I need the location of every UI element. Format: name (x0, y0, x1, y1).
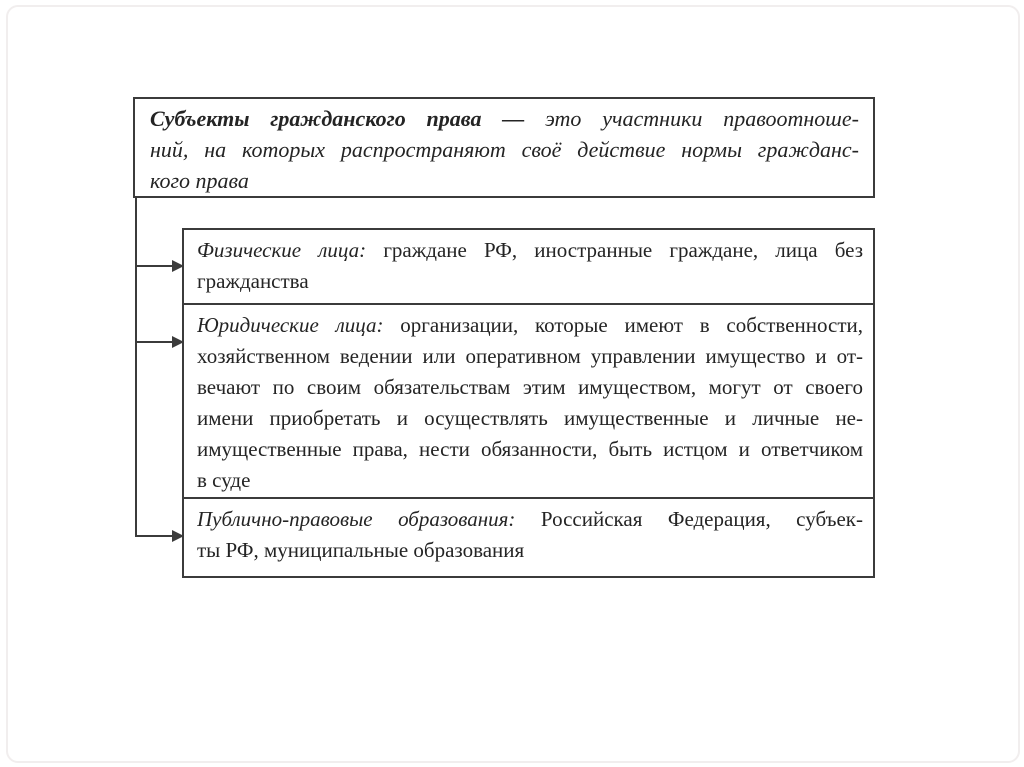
connector-vertical-line (135, 198, 137, 537)
connector-arrow-legal-entities (135, 341, 172, 343)
connector-arrow-public-entities (135, 535, 172, 537)
text-line: ты РФ, муниципальные образования (197, 538, 525, 562)
text-line: гражданства (197, 269, 309, 293)
text-line: вечают по своим обязательствам этим имуществом, могут от своего (197, 375, 863, 399)
text-line: хозяйственном ведении или оперативном управлении имущество и от- (197, 344, 863, 368)
text-line: в суде (197, 468, 251, 492)
text-line: Юридические лица: организации, которые имеют в собственности, (197, 313, 863, 337)
branch-box-individuals (184, 230, 873, 305)
branch-box-legal-entities (184, 305, 873, 499)
text-line: Субъекты гражданского права — это участники правоотноше- (150, 106, 859, 131)
branch-term-individuals: Физические лица: (197, 238, 367, 262)
text-line: имени приобретать и осуществлять имущественные и личные не- (197, 406, 863, 430)
connector-arrow-individuals (135, 265, 172, 267)
definition-box (133, 97, 875, 198)
text-line: Публично-правовые образования: Российская Федерация, субъек- (197, 507, 863, 531)
branch-box-public-entities (184, 499, 873, 576)
branches-container (182, 228, 875, 578)
text-line: кого права (150, 168, 249, 193)
text-line: ний, на которых распространяют своё действие нормы гражданс- (150, 137, 859, 162)
text-line: Физические лица: граждане РФ, иностранные граждане, лица без (197, 238, 863, 262)
text-line: имущественные права, нести обязанности, быть истцом и ответчиком (197, 437, 863, 461)
branch-term-public-entities: Публично-правовые образования: (197, 507, 516, 531)
branch-term-legal-entities: Юридические лица: (197, 313, 384, 337)
definition-term: Субъекты гражданского права — (150, 106, 525, 131)
